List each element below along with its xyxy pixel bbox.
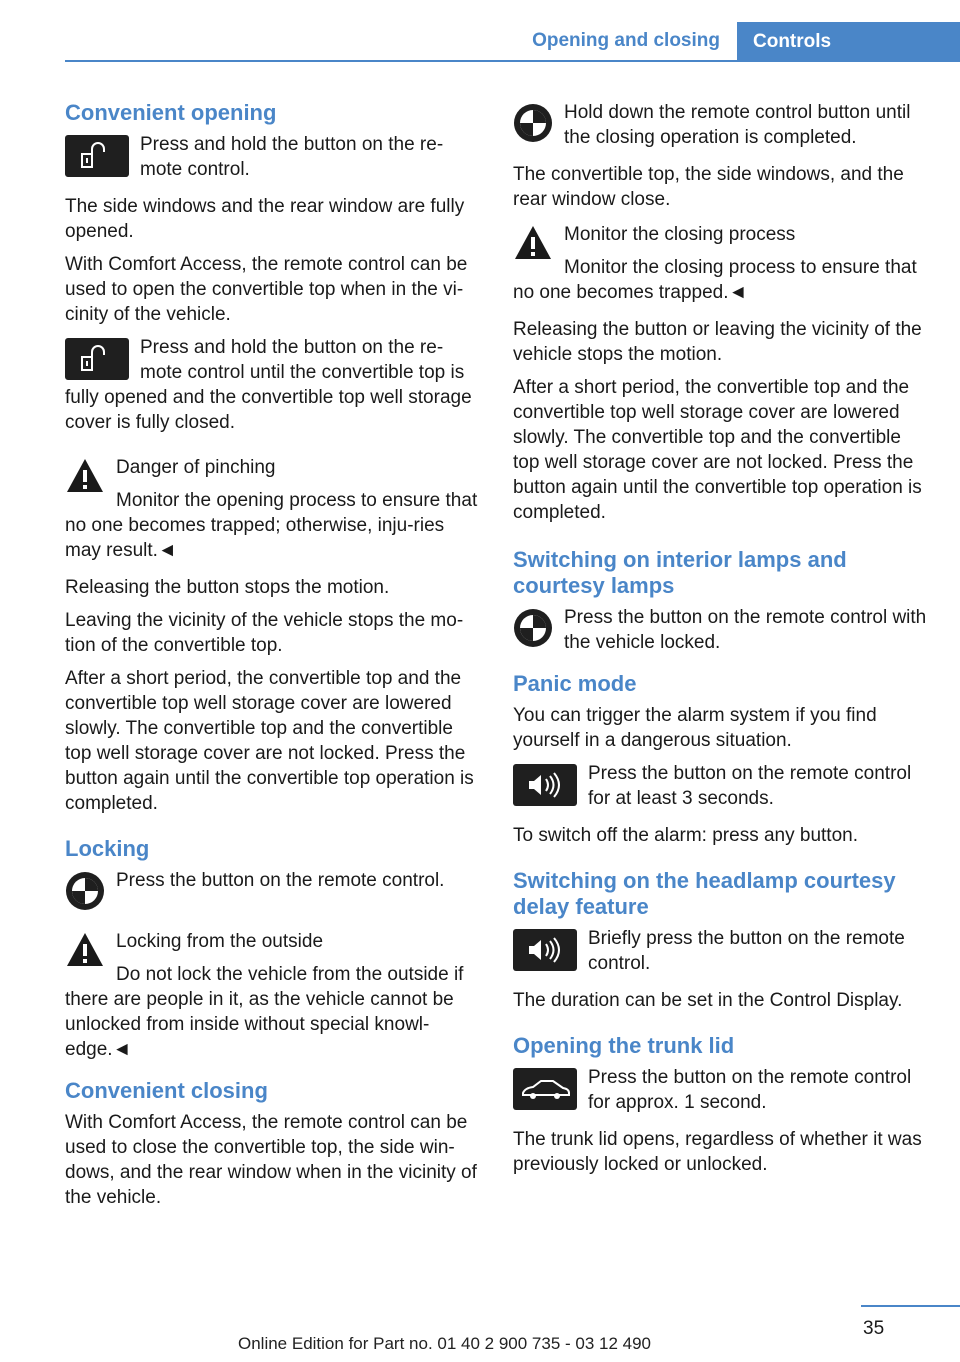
warning-title: Monitor the closing process	[564, 224, 796, 245]
header-rule	[65, 60, 960, 62]
paragraph: Releasing the button or leaving the vicinity of the vehicle stops the motion.	[513, 319, 922, 365]
heading-interior-lamps: Switching on interior lamps and courtesy lamps	[513, 547, 847, 598]
edition-text: Online Edition for Part no. 01 40 2 900 735 - 03 12 490	[238, 1334, 652, 1353]
header-section-title: Opening and closing	[532, 30, 720, 51]
page-header	[0, 0, 960, 62]
unlock-hold-instruction	[65, 335, 482, 435]
unlock-instruction-text: Press and hold the button on the re‐mote control.	[140, 134, 444, 180]
headlamp-instruction	[513, 926, 930, 976]
panic-instruction	[513, 761, 930, 811]
paragraph: After a short period, the convertible top and the convertible top well storage cover are lowered slowly. The convertible top and the convertible top well storage cover are not locked. Press the button again until the convertible top operation is completed.	[65, 668, 474, 814]
heading-headlamp-courtesy: Switching on the headlamp courtesy delay feature	[513, 868, 896, 919]
bmw-key-icon	[513, 103, 553, 143]
panic-instruction-text: Press the button on the remote control for at least 3 seconds.	[588, 763, 912, 809]
unlock-key-icon	[65, 135, 129, 177]
heading-locking: Locking	[65, 836, 150, 861]
paragraph: The trunk lid opens, regardless of whether it was previously locked or unlocked.	[513, 1129, 922, 1175]
warning-locking-outside	[65, 929, 482, 1062]
warning-closing	[513, 222, 930, 305]
interior-lamps-instruction	[513, 605, 930, 655]
headlamp-instruction-text: Briefly press the button on the remote control.	[588, 928, 905, 974]
lock-instruction	[65, 868, 482, 917]
paragraph: The side windows and the rear window are fully opened.	[65, 196, 465, 242]
paragraph: The convertible top, the side windows, and the rear window close.	[513, 164, 904, 210]
paragraph: You can trigger the alarm system if you find yourself in a dangerous situation.	[513, 705, 877, 751]
unlock-hold-text: Press and hold the button on the re‐mote control until the convertible top is fully opened and the convertible top well storage cover is fully closed.	[65, 337, 472, 433]
right-column	[513, 100, 930, 1185]
horn-key-icon	[513, 929, 577, 971]
close-instruction	[513, 100, 930, 150]
warning-pinching	[65, 455, 482, 563]
paragraph: Leaving the vicinity of the vehicle stops the mo‐tion of the convertible top.	[65, 610, 464, 656]
trunk-instruction-text: Press the button on the remote control for approx. 1 second.	[588, 1067, 912, 1113]
warning-body: Monitor the closing process to ensure that no one becomes trapped.◄	[513, 257, 917, 303]
paragraph: Releasing the button stops the motion.	[65, 577, 390, 598]
heading-trunk-lid: Opening the trunk lid	[513, 1033, 735, 1058]
paragraph: After a short period, the convertible top and the convertible top well storage cover are lowered slowly. The convertible top and the convertible top well storage cover are not locked. Press the button again until the convertible top operation is completed.	[513, 377, 922, 523]
heading-convenient-opening: Convenient opening	[65, 100, 277, 125]
warning-body: Monitor the opening process to ensure that no one becomes trapped; otherwise, inju‐ries may result.◄	[65, 490, 478, 561]
paragraph: The duration can be set in the Control Display.	[513, 990, 903, 1011]
interior-lamps-text: Press the button on the remote control with the vehicle locked.	[564, 607, 927, 653]
paragraph: With Comfort Access, the remote control can be used to open the convertible top when in the vi‐cinity of the vehicle.	[65, 254, 468, 325]
warning-title: Danger of pinching	[116, 457, 276, 478]
paragraph: To switch off the alarm: press any button.	[513, 825, 858, 846]
warning-icon	[513, 223, 553, 263]
warning-title: Locking from the outside	[116, 931, 324, 952]
paragraph: With Comfort Access, the remote control can be used to close the convertible top, the side win‐dows, and the rear window when in the vicinity of the vehicle.	[65, 1112, 477, 1208]
trunk-key-icon	[513, 1068, 577, 1110]
warning-icon	[65, 456, 105, 496]
lock-instruction-text: Press the button on the remote control.	[116, 870, 445, 891]
unlock-instruction	[65, 132, 482, 182]
footer-rule	[861, 1305, 960, 1307]
bmw-key-icon	[513, 608, 553, 648]
bmw-key-icon	[65, 871, 105, 911]
heading-convenient-closing: Convenient closing	[65, 1078, 268, 1103]
left-column	[65, 100, 482, 1218]
horn-key-icon	[513, 764, 577, 806]
warning-icon	[65, 930, 105, 970]
page-number: 35	[863, 1318, 885, 1339]
warning-body: Do not lock the vehicle from the outside if there are people in it, as the vehicle cannot be unlocked from inside without special knowl‐edge.◄	[65, 964, 464, 1060]
trunk-instruction	[513, 1065, 930, 1115]
close-instruction-text: Hold down the remote control button until the closing operation is completed.	[564, 102, 911, 148]
unlock-key-icon	[65, 338, 129, 380]
heading-panic-mode: Panic mode	[513, 671, 637, 696]
header-tab-controls: Controls	[737, 22, 960, 62]
